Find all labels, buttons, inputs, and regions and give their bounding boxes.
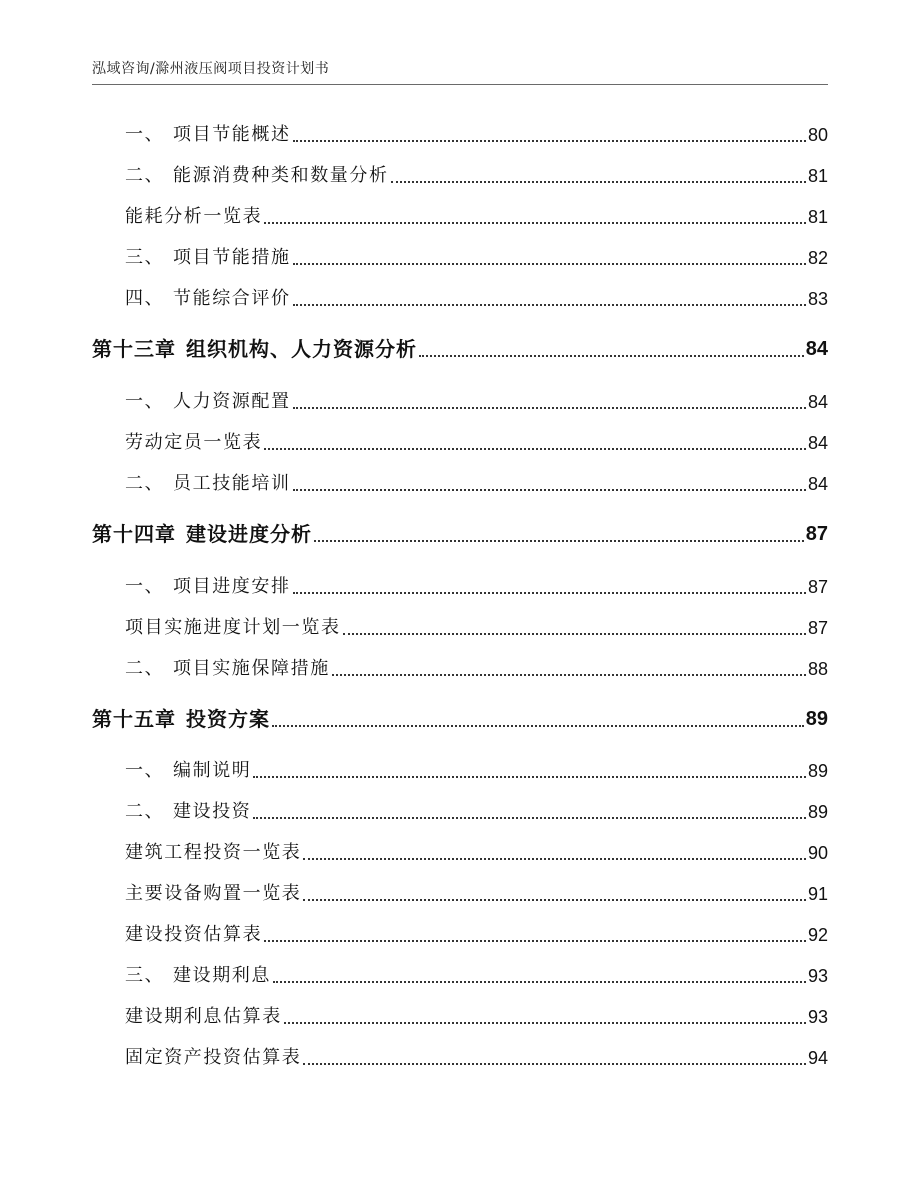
toc-entry-page: 93 — [807, 1007, 828, 1027]
toc-leader-dots — [273, 981, 806, 983]
toc-entry-number: 二、 — [125, 165, 165, 186]
toc-entry-page: 88 — [807, 659, 828, 679]
toc-entry-page: 84 — [805, 338, 828, 360]
toc-entry-number: 一、 — [125, 576, 165, 597]
toc-entry-page: 83 — [807, 289, 828, 309]
toc-leader-dots — [293, 140, 806, 142]
toc-entry-title: 固定资产投资估算表 — [125, 1047, 302, 1068]
toc-entry-title: 编制说明 — [173, 760, 252, 781]
toc-entry-title: 员工技能培训 — [173, 473, 291, 494]
toc-entry[interactable] — [125, 473, 828, 495]
toc-entry-title: 能源消费种类和数量分析 — [173, 165, 389, 186]
toc-entry-page: 89 — [805, 708, 828, 730]
toc-entry-number: 一、 — [125, 124, 165, 145]
toc-entry-page: 81 — [807, 207, 828, 227]
toc-leader-dots — [284, 1022, 806, 1024]
toc-entry[interactable] — [125, 391, 828, 413]
toc-entry-page: 90 — [807, 843, 828, 863]
toc-entry[interactable] — [125, 432, 828, 454]
toc-entry-title: 能耗分析一览表 — [125, 206, 263, 227]
toc-entry-page: 80 — [807, 125, 828, 145]
toc-leader-dots — [391, 181, 806, 183]
toc-entry-page: 87 — [805, 523, 828, 545]
toc-entry[interactable] — [125, 1006, 828, 1028]
toc-entry-number: 三、 — [125, 247, 165, 268]
toc-leader-dots — [314, 540, 804, 542]
toc-entry-number: 一、 — [125, 760, 165, 781]
toc-leader-dots — [303, 899, 806, 901]
toc-entry[interactable] — [125, 576, 828, 598]
toc-entry-page: 89 — [807, 802, 828, 822]
toc-entry-page: 93 — [807, 966, 828, 986]
toc-entry-page: 94 — [807, 1048, 828, 1068]
toc-entry-page: 87 — [807, 618, 828, 638]
toc-entry[interactable] — [125, 801, 828, 823]
toc-entry-page: 81 — [807, 166, 828, 186]
toc-entry-title: 建设期利息 — [173, 965, 271, 986]
toc-leader-dots — [332, 674, 806, 676]
toc-entry-title: 主要设备购置一览表 — [125, 883, 302, 904]
toc-chapter-entry[interactable] — [92, 707, 828, 731]
toc-entry[interactable] — [125, 760, 828, 782]
toc-leader-dots — [264, 222, 806, 224]
toc-entry-title: 建设期利息估算表 — [125, 1006, 282, 1027]
toc-entry-number: 一、 — [125, 391, 165, 412]
toc-entry-title: 项目节能概述 — [173, 124, 291, 145]
toc-leader-dots — [293, 407, 806, 409]
toc-chapter-entry[interactable] — [92, 337, 828, 361]
toc-entry-title: 项目进度安排 — [173, 576, 291, 597]
toc-entry[interactable] — [125, 206, 828, 228]
toc-leader-dots — [293, 592, 806, 594]
toc-leader-dots — [253, 817, 806, 819]
toc-entry-number: 二、 — [125, 801, 165, 822]
toc-entry-title: 建设投资 — [173, 801, 252, 822]
toc-chapter-title: 组织机构、人力资源分析 — [186, 337, 417, 361]
toc-leader-dots — [253, 776, 806, 778]
toc-chapter-title: 建设进度分析 — [186, 522, 312, 546]
page-header — [92, 58, 828, 85]
toc-entry[interactable] — [125, 165, 828, 187]
toc-leader-dots — [303, 1063, 806, 1065]
toc-leader-dots — [293, 304, 806, 306]
toc-entry-title: 建设投资估算表 — [125, 924, 263, 945]
toc-leader-dots — [343, 633, 806, 635]
toc-entry[interactable] — [125, 288, 828, 310]
toc-chapter-number: 第十四章 — [92, 522, 176, 546]
toc-entry-title: 建筑工程投资一览表 — [125, 842, 302, 863]
toc-entry-page: 91 — [807, 884, 828, 904]
toc-entry-title: 项目节能措施 — [173, 247, 291, 268]
toc-chapter-entry[interactable] — [92, 522, 828, 546]
toc-entry-number: 二、 — [125, 473, 165, 494]
toc-entry-title: 项目实施保障措施 — [173, 658, 330, 679]
toc-entry-title: 人力资源配置 — [173, 391, 291, 412]
toc-entry-page: 89 — [807, 761, 828, 781]
toc-entry[interactable] — [125, 1047, 828, 1069]
toc-entry-page: 84 — [807, 474, 828, 494]
toc-entry[interactable] — [125, 883, 828, 905]
toc-entry-page: 82 — [807, 248, 828, 268]
toc-chapter-title: 投资方案 — [186, 707, 270, 731]
toc-entry-title: 项目实施进度计划一览表 — [125, 617, 341, 638]
toc-leader-dots — [272, 725, 804, 727]
toc-entry-page: 87 — [807, 577, 828, 597]
toc-leader-dots — [264, 940, 806, 942]
toc-entry-page: 92 — [807, 925, 828, 945]
toc-leader-dots — [303, 858, 806, 860]
toc-entry-page: 84 — [807, 433, 828, 453]
toc-entry[interactable] — [125, 842, 828, 864]
toc-chapter-number: 第十三章 — [92, 337, 176, 361]
toc-entry-number: 四、 — [125, 288, 165, 309]
toc-entry-page: 84 — [807, 392, 828, 412]
header-title: 泓域咨询/滁州液压阀项目投资计划书 — [92, 61, 330, 77]
toc-leader-dots — [419, 355, 804, 357]
toc-entry[interactable] — [125, 617, 828, 639]
toc-entry[interactable] — [125, 965, 828, 987]
toc-entry-number: 三、 — [125, 965, 165, 986]
toc-entry-title: 节能综合评价 — [173, 288, 291, 309]
toc-leader-dots — [293, 263, 806, 265]
toc-entry[interactable] — [125, 247, 828, 269]
toc-entry-title: 劳动定员一览表 — [125, 432, 263, 453]
toc-leader-dots — [293, 489, 806, 491]
toc-entry[interactable] — [125, 124, 828, 146]
toc-chapter-number: 第十五章 — [92, 707, 176, 731]
toc-entry[interactable] — [125, 924, 828, 946]
toc-entry-number: 二、 — [125, 658, 165, 679]
toc-entry[interactable] — [125, 658, 828, 680]
toc-leader-dots — [264, 448, 806, 450]
